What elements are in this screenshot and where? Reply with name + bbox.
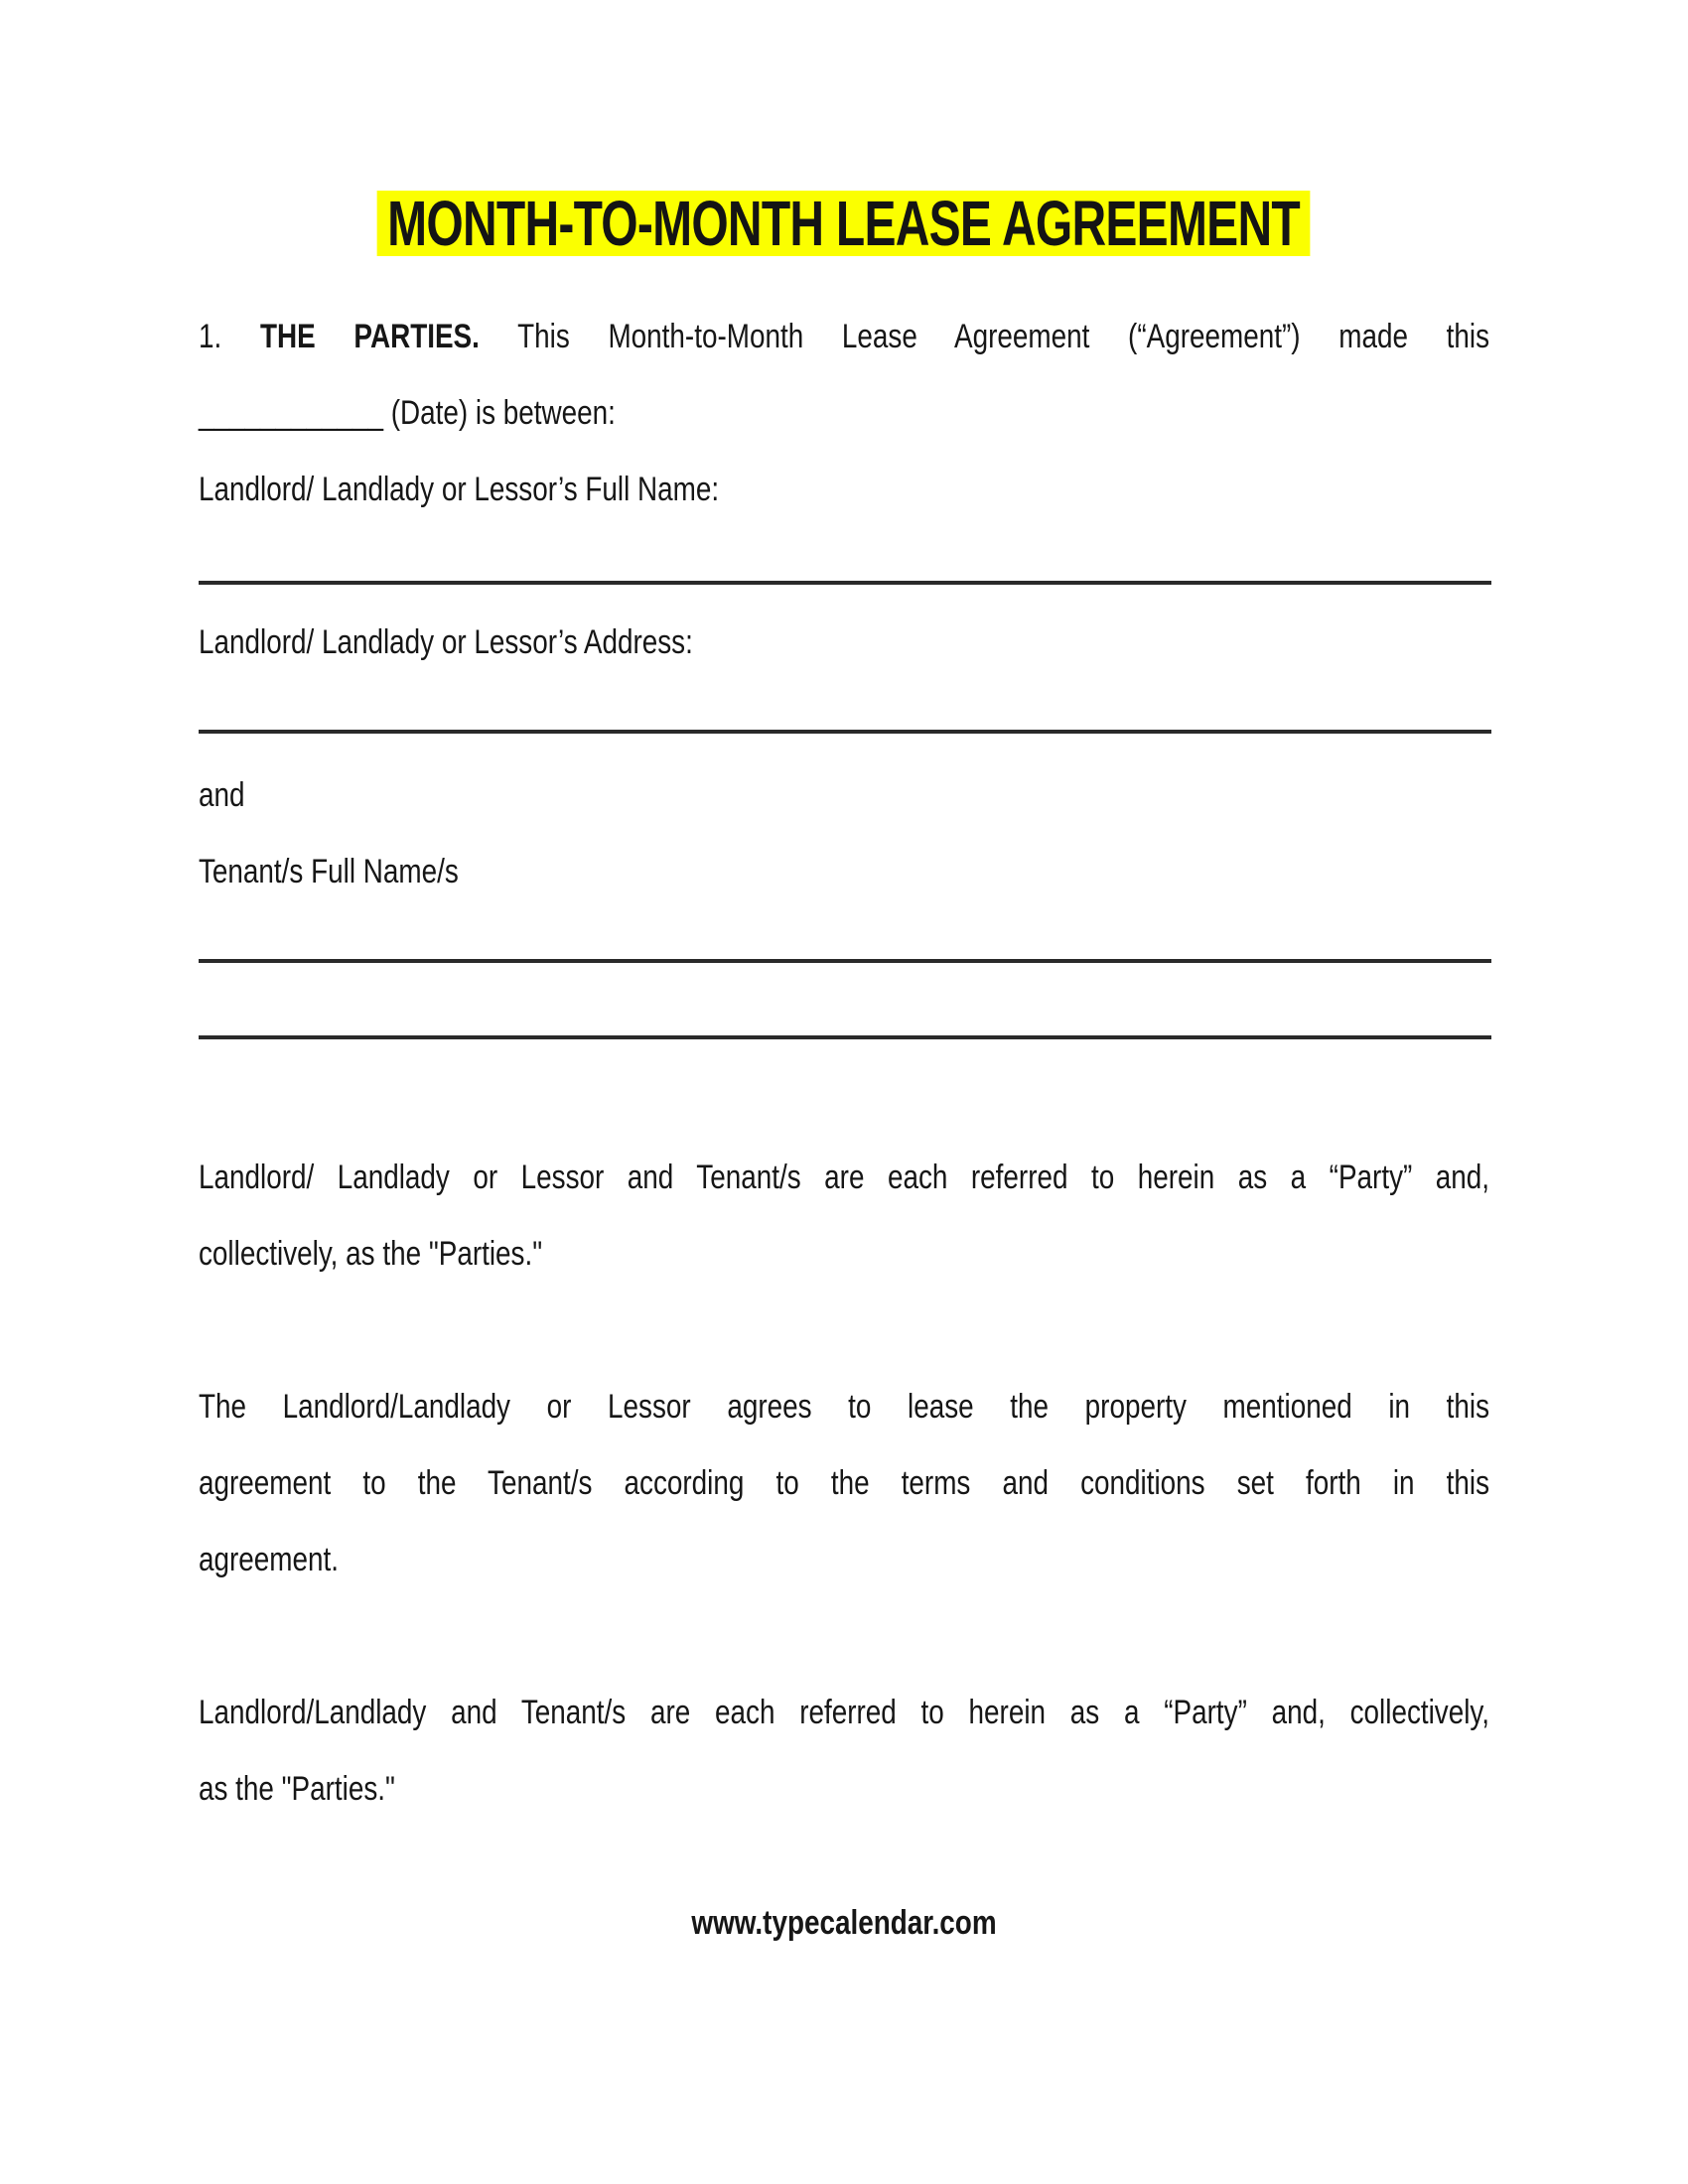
date-blank-line: ____________ (Date) is between: [199, 394, 616, 432]
footer-website: www.typecalendar.com [691, 1904, 997, 1942]
parties-intro-line-1 [199, 317, 1489, 356]
tenant-name-label: Tenant/s Full Name/s [199, 853, 459, 890]
party-reference-line-2: collectively, as the "Parties." [199, 1235, 543, 1273]
lease-grant-line-1: The Landlord/Landlady or Lessor agrees to lease the property mentioned in this [199, 1388, 1490, 1426]
landlord-address-blank-line [199, 730, 1491, 734]
clause-heading: THE PARTIES. [259, 318, 480, 355]
connector-and: and [199, 776, 245, 814]
parties-intro-text: This Month-to-Month Lease Agreement (“Agreement”) made this [517, 318, 1490, 355]
clause-number: 1. [199, 318, 222, 355]
landlord-address-label: Landlord/ Landlady or Lessor’s Address: [199, 623, 693, 661]
party-reference2-line-2: as the "Parties." [199, 1770, 395, 1808]
tenant-name-blank-line-1 [199, 959, 1491, 963]
page-title: MONTH-TO-MONTH LEASE AGREEMENT [377, 191, 1311, 256]
tenant-name-blank-line-2 [199, 1035, 1491, 1039]
landlord-name-label: Landlord/ Landlady or Lessor’s Full Name: [199, 471, 720, 508]
lease-grant-line-2: agreement to the Tenant/s according to the terms and conditions set forth in this [199, 1464, 1490, 1502]
landlord-name-blank-line [199, 581, 1491, 585]
document-body [199, 0, 1489, 2184]
lease-grant-line-3: agreement. [199, 1541, 339, 1578]
party-reference-line-1: Landlord/ Landlady or Lessor and Tenant/s are each referred to herein as a “Party” and, [199, 1159, 1490, 1196]
party-reference2-line-1: Landlord/Landlady and Tenant/s are each referred to herein as a “Party” and, collectively, [199, 1694, 1490, 1731]
